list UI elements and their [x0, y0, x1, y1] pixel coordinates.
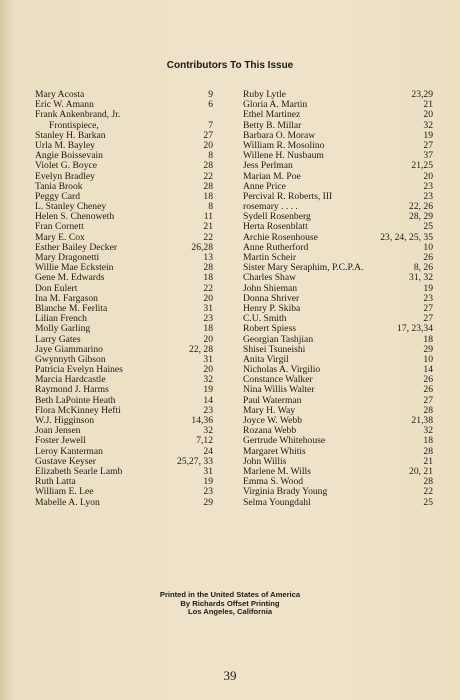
- contributor-pages: 23: [203, 404, 213, 416]
- contributor-name: Marcia Hardcastle: [35, 374, 106, 386]
- contributor-name: Patricia Evelyn Haines: [35, 364, 123, 376]
- contributor-pages: 25: [423, 496, 433, 508]
- contributor-name: Helen S. Chenoweth: [35, 211, 115, 223]
- contributor-name: Betty B. Millar: [243, 119, 302, 131]
- contributor-pages: 22, 26: [409, 201, 433, 213]
- contributor-pages: 25,27, 33: [177, 455, 213, 467]
- contributor-pages: 23: [423, 190, 433, 202]
- contributor-pages: 8: [208, 201, 213, 213]
- contributor-pages: 21: [423, 99, 433, 111]
- contributor-pages: 18: [203, 190, 213, 202]
- contributor-name: Anne Rutherford: [243, 241, 309, 253]
- contributor-pages: 8, 26: [413, 262, 433, 274]
- contributor-name: Ruby Lytle: [243, 89, 286, 100]
- contributor-pages: 11: [203, 211, 213, 223]
- contributor-pages: 21: [203, 221, 213, 233]
- contributor-name: Ruth Latta: [35, 476, 76, 488]
- contributor-pages: 20: [203, 139, 213, 151]
- contributor-name: Raymond J. Harms: [35, 384, 109, 396]
- contributor-pages: 37: [423, 150, 433, 162]
- contributor-name: Don Eulert: [35, 282, 78, 294]
- contributor-pages: 32: [203, 374, 213, 386]
- contributor-name: Tania Brook: [35, 180, 83, 192]
- contributor-pages: 27: [423, 302, 433, 314]
- contributor-pages: 14: [423, 364, 433, 376]
- contributor-pages: 28: [423, 404, 433, 416]
- contributor-row: [243, 161, 433, 171]
- contributor-name: Angie Boissevain: [35, 150, 103, 162]
- contributor-pages: 20: [203, 364, 213, 376]
- page-title: Contributors To This Issue: [166, 60, 294, 71]
- contributor-name: Flora McKinney Hefti: [35, 404, 121, 416]
- contributor-pages: 20: [423, 109, 433, 121]
- contributor-pages: 8: [208, 150, 213, 162]
- contributor-pages: 19: [203, 476, 213, 488]
- contributor-pages: 29: [423, 343, 433, 355]
- contributor-name: W.J. Higginson: [35, 415, 95, 426]
- contributor-pages: 19: [423, 282, 433, 294]
- contributor-name: Ina M. Fargason: [35, 292, 98, 304]
- contributor-name: Peggy Card: [35, 190, 81, 202]
- contributor-pages: 9: [208, 89, 213, 100]
- contributor-pages: 29: [203, 496, 213, 508]
- contributor-pages: 7: [208, 119, 213, 131]
- contributor-pages: 28: [203, 160, 213, 172]
- contributor-row: [35, 487, 213, 497]
- contributor-name: Gertrude Whitehouse: [243, 435, 326, 447]
- contributor-pages: 28: [423, 476, 433, 488]
- contributor-pages: 13: [203, 252, 213, 263]
- contributor-row: [243, 498, 433, 508]
- contributor-name: Nina Willis Walter: [243, 384, 315, 396]
- contributor-pages: 21: [423, 455, 433, 467]
- contributor-name: Molly Garling: [35, 323, 91, 335]
- contributor-pages: 22, 28: [189, 343, 213, 355]
- contributor-pages: 24: [203, 445, 213, 457]
- contributor-pages: 17, 23,34: [397, 323, 433, 335]
- contributor-name: Gustave Keyser: [35, 455, 97, 467]
- contributor-name: Nicholas A. Virgilio: [243, 364, 321, 376]
- contributor-row: [243, 324, 433, 334]
- contributor-pages: 10: [423, 353, 433, 365]
- contributor-pages: 32: [423, 425, 433, 437]
- contributor-name: Joyce W. Webb: [243, 415, 303, 426]
- printer-credit-line: Printed in the United States of America: [159, 590, 301, 599]
- contributor-row: [35, 161, 213, 171]
- contributor-pages: 20: [203, 333, 213, 345]
- contributor-name: Ethel Martinez: [243, 109, 301, 121]
- contributor-pages: 27: [203, 129, 213, 141]
- contributor-pages: 19: [423, 129, 433, 141]
- contributor-pages: 23,29: [411, 89, 433, 100]
- contributor-name: Sister Mary Seraphim, P.C.P.A.: [243, 262, 364, 274]
- contributor-name: Mabelle A. Lyon: [35, 496, 100, 508]
- contributor-name: Henry P. Skiba: [243, 302, 301, 314]
- contributor-pages: 22: [423, 486, 433, 498]
- contributor-pages: 23: [423, 180, 433, 192]
- contributor-pages: 27: [423, 313, 433, 325]
- contributor-name: Beth LaPointe Heath: [35, 394, 116, 406]
- contributor-name: Charles Shaw: [243, 272, 297, 284]
- contributor-name: John Willis: [243, 455, 287, 467]
- contributor-name: Evelyn Bradley: [35, 170, 95, 182]
- contributor-name: Mary Dragonetti: [35, 252, 100, 263]
- contributor-row: [35, 498, 213, 508]
- contributor-name: William R. Mosolino: [243, 139, 325, 151]
- contributor-name: William E. Lee: [35, 486, 94, 498]
- contributor-name: Jaye Giammarino: [35, 343, 103, 355]
- contributor-name: C.U. Smith: [243, 313, 287, 325]
- contributor-name: Willie Mae Eckstein: [35, 262, 114, 274]
- contributor-name: Gene M. Edwards: [35, 272, 105, 284]
- contributor-name: Gloria A. Martin: [243, 99, 308, 111]
- contributor-pages: 23: [203, 486, 213, 498]
- contributor-pages: 21,25: [411, 160, 433, 172]
- contributor-name: Rozana Webb: [243, 425, 297, 437]
- contributor-pages: 22: [203, 282, 213, 294]
- contributor-name: Stanley H. Barkan: [35, 129, 106, 141]
- contributor-name: Sydell Rosenberg: [243, 211, 311, 223]
- contributor-name: Frank Ankenbrand, Jr.: [35, 109, 121, 121]
- contributor-pages: 23: [423, 292, 433, 304]
- contributor-row: [243, 487, 433, 497]
- contributor-name: Eric W. Amann: [35, 99, 94, 111]
- contributor-pages: 28: [423, 445, 433, 457]
- contributor-name: Mary E. Cox: [35, 231, 85, 243]
- contributor-pages: 25: [423, 221, 433, 233]
- contributor-name: Elizabeth Searle Lamb: [35, 465, 123, 477]
- contributor-name: Donna Shriver: [243, 292, 300, 304]
- contributor-name: Emma S. Wood: [243, 476, 304, 488]
- contributor-name: Paul Waterman: [243, 394, 302, 406]
- contributor-pages: 6: [208, 99, 213, 111]
- contributor-name: Anne Price: [243, 180, 286, 192]
- contributor-pages: 31: [203, 353, 213, 365]
- contributor-name: Archie Rosenhouse: [243, 231, 318, 243]
- contributor-pages: 31: [203, 465, 213, 477]
- contributor-pages: 7,12: [196, 435, 213, 447]
- contributor-name: Robert Spiess: [243, 323, 297, 335]
- contributor-pages: 22: [203, 170, 213, 182]
- contributor-pages: 10: [423, 241, 433, 253]
- contributor-name: Percival R. Roberts, III: [243, 190, 333, 202]
- contributor-name: Constance Walker: [243, 374, 313, 386]
- contributor-name: Joan Jensen: [35, 425, 81, 437]
- contributor-name: Lilian French: [35, 313, 87, 325]
- contributor-name: Leroy Kanterman: [35, 445, 103, 457]
- contributor-pages: 20: [423, 170, 433, 182]
- contributor-pages: 18: [423, 435, 433, 447]
- contributor-name: Marian M. Poe: [243, 170, 301, 182]
- contributors-left-column: [35, 90, 213, 508]
- contributor-name: Blanche M. Ferlita: [35, 302, 108, 314]
- contributor-pages: 28, 29: [409, 211, 433, 223]
- contributor-name: Violet G. Boyce: [35, 160, 98, 172]
- contributor-pages: 23: [203, 313, 213, 325]
- contributor-name: Gwynnyth Gibson: [35, 353, 106, 365]
- contributor-pages: 31, 32: [409, 272, 433, 284]
- contributor-pages: 18: [203, 323, 213, 335]
- contributor-pages: 18: [423, 333, 433, 345]
- contributor-name: Shisei Tsuneishi: [243, 343, 306, 355]
- page-number: 39: [223, 668, 237, 683]
- contributor-pages: 32: [423, 119, 433, 131]
- contributor-pages: 14,36: [191, 415, 213, 426]
- contributor-name: Fran Cornett: [35, 221, 84, 233]
- contributor-name: Anita Virgil: [243, 353, 289, 365]
- contributor-name: Martin Scheir: [243, 252, 297, 263]
- contributor-pages: 32: [203, 425, 213, 437]
- contributor-pages: 20, 21: [409, 465, 433, 477]
- contributor-name: Margaret Whitis: [243, 445, 306, 457]
- contributor-pages: 26: [423, 374, 433, 386]
- contributor-name: Mary Acosta: [35, 89, 85, 100]
- contributor-name: Virginia Brady Young: [243, 486, 328, 498]
- contributor-pages: 19: [203, 384, 213, 396]
- contributors-right-column: [243, 90, 433, 508]
- printer-credit-line: By Richards Offset Printing: [180, 598, 280, 608]
- contributor-pages: 23, 24, 25, 35: [380, 231, 433, 243]
- contributor-row: [35, 324, 213, 334]
- contributor-name: Larry Gates: [35, 333, 81, 345]
- contributor-name: Jess Perlman: [243, 160, 293, 172]
- contributor-pages: 27: [423, 394, 433, 406]
- contributor-name: rosemary . . . .: [243, 201, 298, 213]
- contributor-pages: 26,28: [191, 241, 213, 253]
- contributor-name: Herta Rosenblatt: [243, 221, 308, 233]
- contributor-name: Georgian Tashjian: [243, 333, 314, 345]
- contributor-name: Mary H. Way: [243, 404, 296, 416]
- contributor-pages: 20: [203, 292, 213, 304]
- contributor-name: Foster Jewell: [35, 435, 86, 447]
- contributor-name: Frontispiece,: [49, 119, 99, 131]
- contributor-pages: 27: [423, 139, 433, 151]
- contributor-name: Marlene M. Wills: [243, 465, 311, 477]
- printer-credit: [0, 591, 460, 617]
- contributor-pages: 18: [203, 272, 213, 284]
- contributor-pages: 26: [423, 384, 433, 396]
- printer-credit-line: Los Angeles, California: [187, 607, 273, 617]
- contributor-pages: 26: [423, 252, 433, 263]
- contributor-name: Selma Youngdahl: [243, 496, 311, 508]
- contributor-name: L. Stanley Cheney: [35, 201, 107, 213]
- contributor-pages: 28: [203, 262, 213, 274]
- contributor-pages: 14: [203, 394, 213, 406]
- contributor-name: Esther Bailey Decker: [35, 241, 118, 253]
- contributor-name: John Shieman: [243, 282, 298, 294]
- contributor-pages: 31: [203, 302, 213, 314]
- contributor-name: Urla M. Bayley: [35, 139, 95, 151]
- contributor-pages: 22: [203, 231, 213, 243]
- contributor-pages: 21,38: [411, 415, 433, 426]
- contributor-pages: 28: [203, 180, 213, 192]
- contributor-name: Barbara O. Moraw: [243, 129, 316, 141]
- contributor-name: Willene H. Nusbaum: [243, 150, 324, 162]
